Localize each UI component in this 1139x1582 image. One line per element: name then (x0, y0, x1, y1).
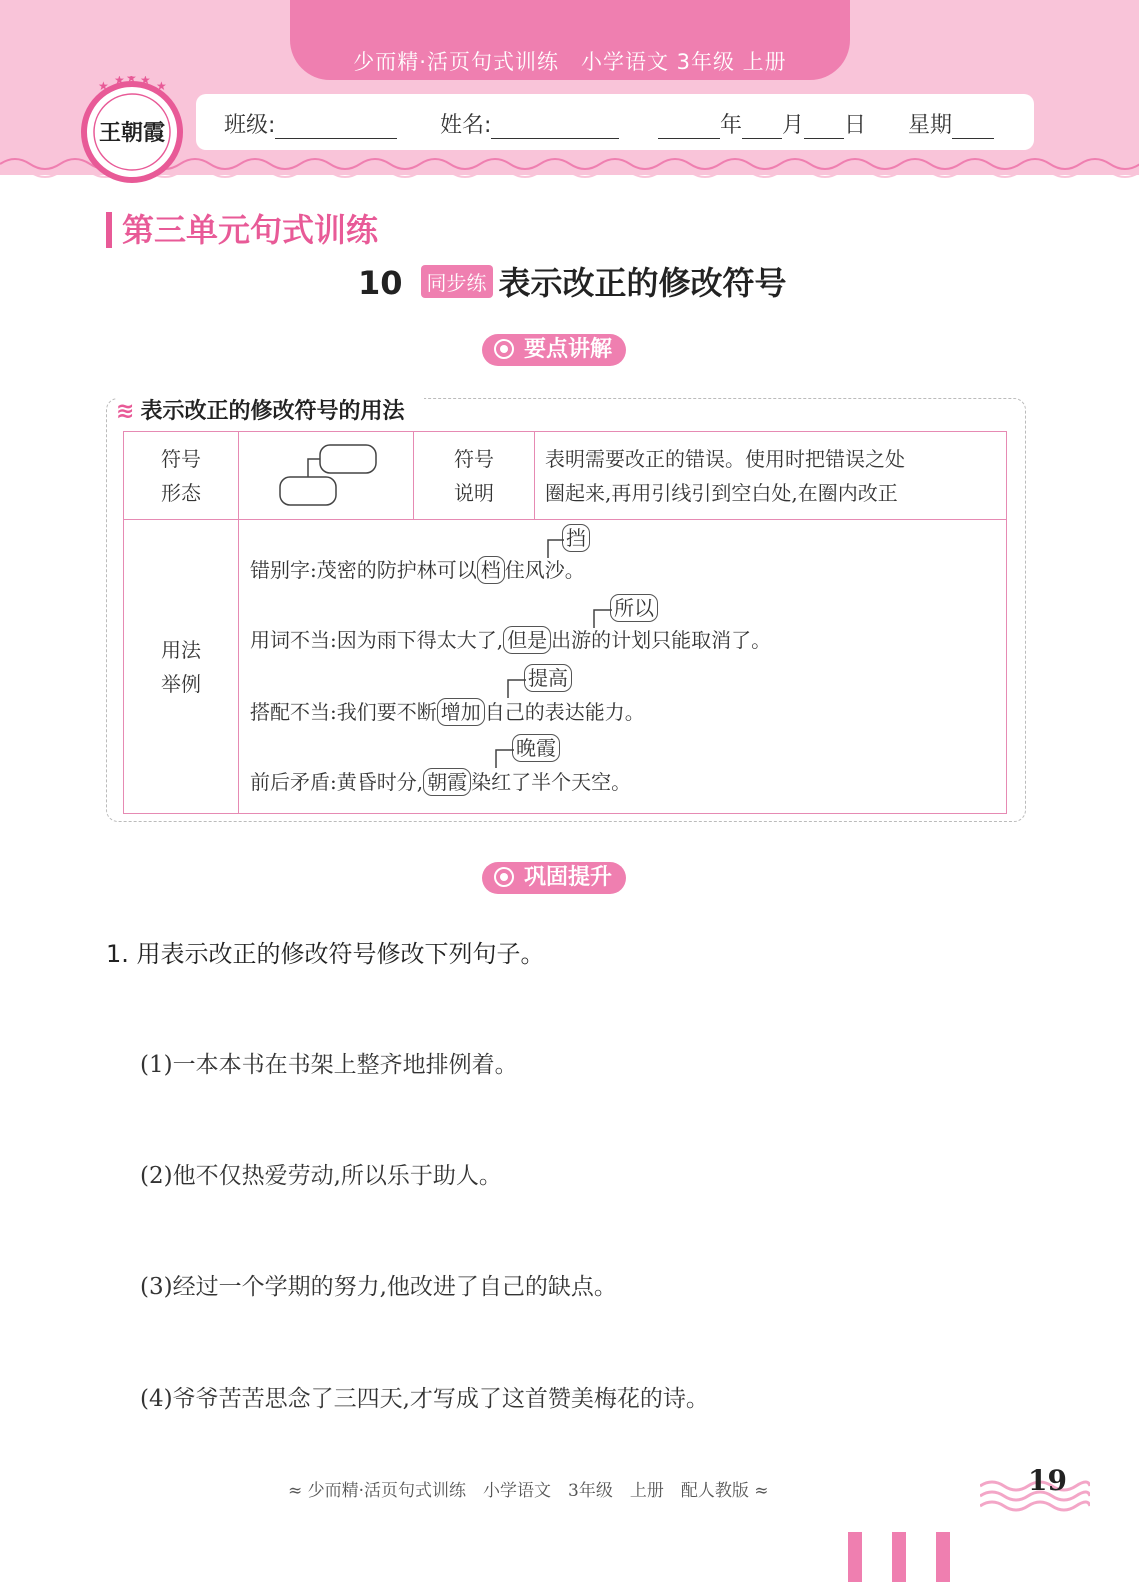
lesson-title (358, 258, 787, 304)
weekday-field[interactable] (908, 108, 994, 139)
class-label: 班级: (224, 113, 276, 138)
symbol-desc-label: 符号 说明 (414, 432, 535, 520)
student-info-bar (196, 94, 1034, 150)
series-tab (290, 0, 850, 80)
example-collocation-fix (524, 664, 572, 692)
question-item[interactable]: (4)爷爷苦苦思念了三四天,才写成了这首赞美梅花的诗。 (140, 1386, 709, 1412)
correction-symbol-icon (240, 433, 412, 513)
lesson-tag: 同步练 (421, 265, 493, 298)
date-field[interactable] (658, 108, 866, 139)
example-suffix: 住风沙。 (504, 558, 585, 582)
bottom-tab-marker (892, 1532, 906, 1582)
example-wrong-word: 朝霞 (423, 768, 471, 796)
example-typo-leader (544, 538, 566, 560)
month-blank[interactable] (742, 116, 782, 139)
svg-text:★: ★ (114, 76, 125, 87)
example-typo-fix (562, 524, 590, 552)
svg-text:★: ★ (140, 76, 151, 87)
class-blank[interactable] (275, 116, 397, 139)
page-number: 19 (1028, 1464, 1067, 1497)
example-contradiction-leader (492, 748, 516, 770)
symbol-shape-cell (239, 432, 414, 520)
example-wrong-word: 增加 (437, 698, 485, 726)
lesson-number: 10 (358, 264, 403, 302)
name-field[interactable] (440, 108, 619, 139)
example-suffix: 自己的表达能力。 (484, 700, 645, 724)
example-fix-word: 提高 (524, 664, 572, 692)
name-label: 姓名: (440, 113, 492, 138)
symbol-shape-label: 符号 形态 (124, 432, 239, 520)
symbol-desc-cell (535, 432, 1007, 520)
example-fix-word: 所以 (610, 594, 658, 622)
example-wrong-word-usage (250, 624, 771, 654)
usage-example-label: 用法 举例 (124, 520, 239, 814)
example-contradiction-fix (512, 734, 560, 762)
month-label: 月 (782, 113, 805, 138)
name-blank[interactable] (491, 116, 619, 139)
example-wrong-word: 但是 (503, 626, 551, 654)
example-fix-word: 晚霞 (512, 734, 560, 762)
question-item[interactable]: (1)一本本书在书架上整齐地排例着。 (140, 1052, 518, 1078)
year-blank[interactable] (658, 116, 720, 139)
practice-pill (482, 862, 626, 894)
example-collocation-leader (504, 678, 528, 700)
day-label: 日 (844, 113, 867, 138)
question-title: 1. 用表示改正的修改符号修改下列句子。 (106, 940, 545, 968)
day-blank[interactable] (804, 116, 844, 139)
example-fix-word: 挡 (562, 524, 590, 552)
year-label: 年 (720, 113, 743, 138)
symbol-desc-line2: 圈起来,再用引线引到空白处,在圈内改正 (545, 480, 898, 505)
svg-text:★: ★ (126, 76, 137, 85)
medal-icon (494, 867, 514, 887)
series-title: 少而精·活页句式训练 小学语文 3年级 上册 (353, 50, 787, 74)
example-prefix: 搭配不当:我们要不断 (250, 700, 437, 724)
example-prefix: 用词不当:因为雨下得太大了, (250, 628, 504, 652)
lesson-name: 表示改正的修改符号 (498, 264, 787, 302)
class-field[interactable] (224, 108, 397, 139)
practice-label: 巩固提升 (524, 865, 613, 890)
logo-text: 王朝霞 (98, 120, 165, 146)
svg-text:★: ★ (98, 79, 109, 93)
example-prefix: 错别字:茂密的防护林可以 (250, 558, 477, 582)
bottom-tab-marker (848, 1532, 862, 1582)
example-collocation (250, 696, 645, 726)
bottom-tab-marker (936, 1532, 950, 1582)
unit-title: 第三单元句式训练 (106, 212, 378, 248)
usage-table (123, 431, 1007, 814)
key-points-pill (482, 334, 626, 366)
question-item[interactable]: (3)经过一个学期的努力,他改进了自己的缺点。 (140, 1274, 617, 1300)
example-suffix: 出游的计划只能取消了。 (551, 628, 772, 652)
symbol-desc-line1: 表明需要改正的错误。使用时把错误之处 (545, 446, 905, 471)
table-row (124, 432, 1007, 520)
publisher-logo (78, 76, 186, 184)
example-typo (250, 554, 585, 584)
weekday-blank[interactable] (952, 116, 994, 139)
example-prefix: 前后矛盾:黄昏时分, (250, 770, 424, 794)
example-usage-fix (610, 594, 658, 622)
svg-text:★: ★ (156, 79, 167, 93)
medal-icon (494, 339, 514, 359)
wave-icon: ≋ (116, 399, 135, 424)
example-suffix: 染红了半个天空。 (471, 770, 632, 794)
example-contradiction (250, 766, 631, 796)
question-item[interactable]: (2)他不仅热爱劳动,所以乐于助人。 (140, 1163, 502, 1189)
key-points-label: 要点讲解 (524, 337, 613, 362)
example-usage-leader (590, 608, 614, 630)
weekday-label: 星期 (908, 113, 953, 138)
example-wrong-word: 档 (477, 556, 505, 584)
footer-series: ≈ 少而精·活页句式训练 小学语文 3年级 上册 配人教版 ≈ (288, 1481, 769, 1501)
usage-heading-text: 表示改正的修改符号的用法 (140, 399, 405, 424)
usage-section-heading (116, 394, 424, 425)
